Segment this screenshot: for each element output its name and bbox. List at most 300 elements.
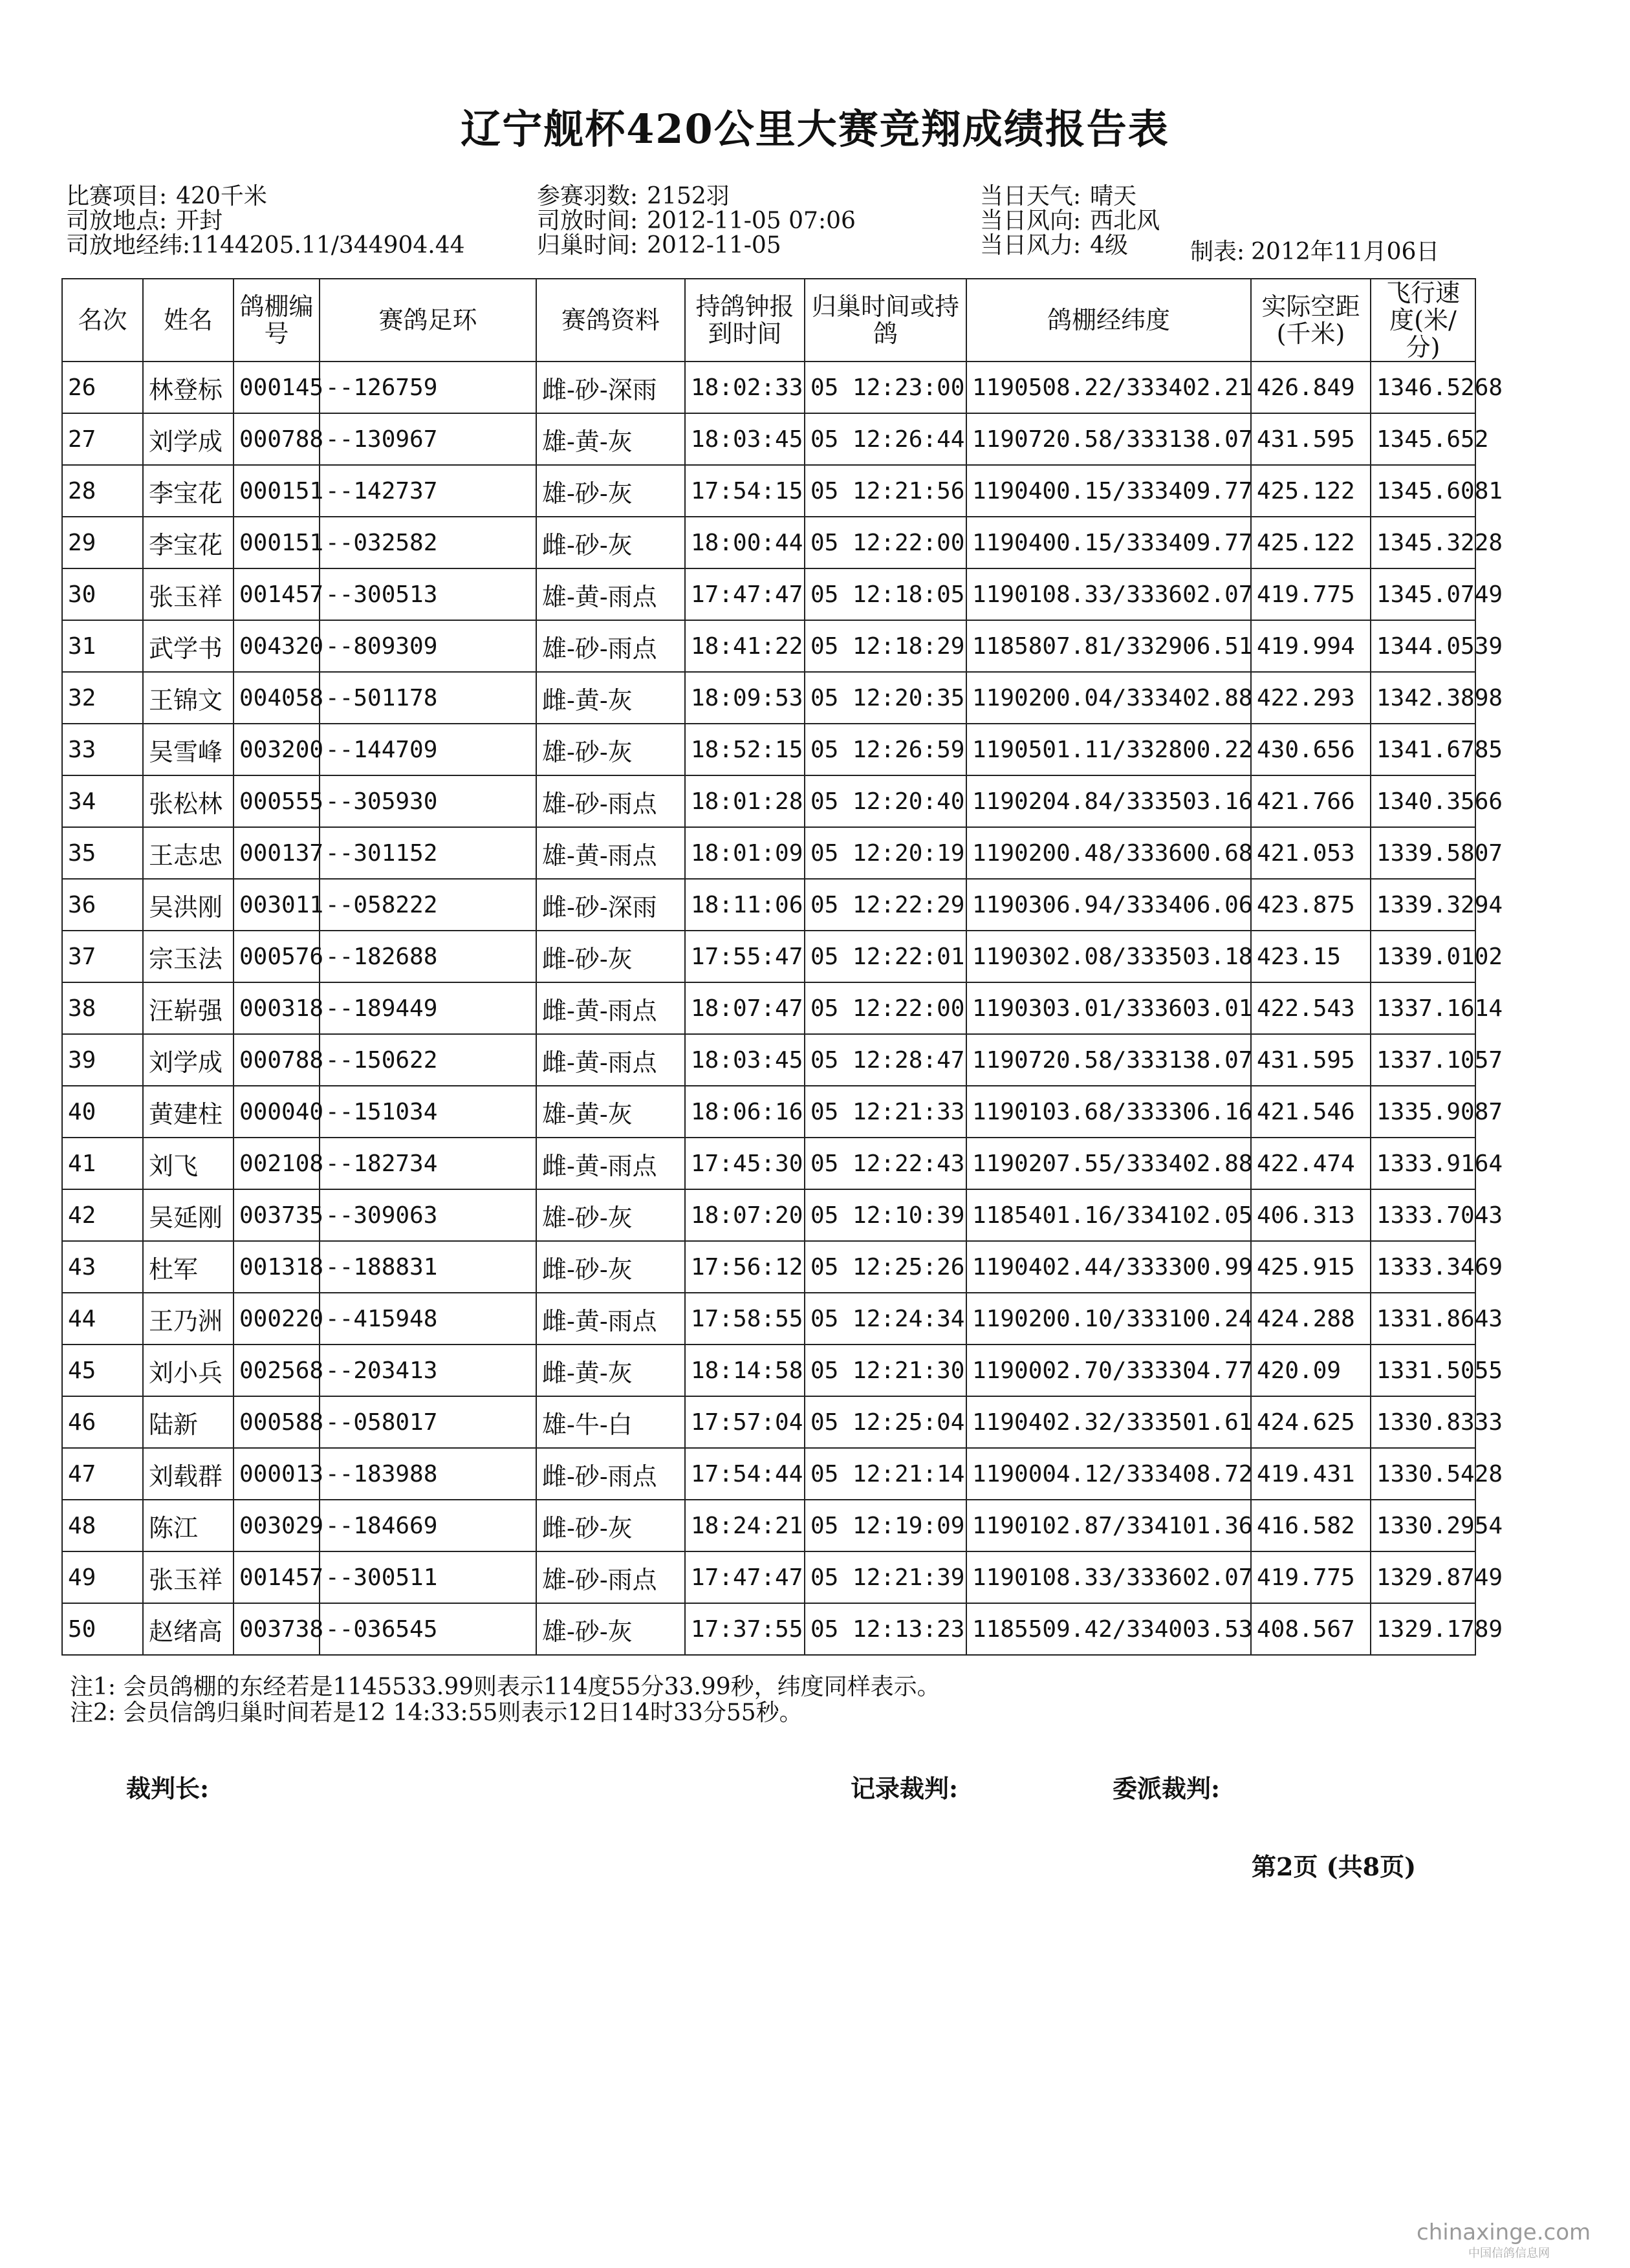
table-cell: 吴洪刚 (143, 879, 234, 931)
return-time-value: 2012-11-05 (647, 232, 781, 259)
table-cell: --032582 (320, 517, 536, 568)
table-cell: 416.582 (1251, 1500, 1371, 1551)
table-cell: 1333.7043 (1371, 1189, 1475, 1241)
table-cell: 1337.1614 (1371, 982, 1475, 1034)
table-cell: 林登标 (143, 362, 234, 413)
table-cell: 1345.0749 (1371, 568, 1475, 620)
table-cell: 32 (62, 672, 143, 724)
table-header-cell: 名次 (62, 279, 143, 362)
table-cell: 05 12:20:19 (805, 827, 966, 879)
results-table (61, 278, 1503, 1656)
table-cell: 05 12:20:40 (805, 775, 966, 827)
table-cell: 1345.652 (1371, 413, 1475, 465)
table-cell: 000137 (234, 827, 320, 879)
table-row (62, 672, 1475, 724)
table-cell: 17:55:47 (685, 931, 805, 982)
table-row (62, 879, 1475, 931)
info-column-middle (537, 184, 856, 258)
table-cell: 003200 (234, 724, 320, 775)
table-row (62, 1448, 1475, 1500)
table-cell: 武学书 (143, 620, 234, 672)
table-cell: 1329.1789 (1371, 1603, 1475, 1655)
table-cell: 18:06:16 (685, 1086, 805, 1138)
table-row (62, 1603, 1475, 1655)
table-cell: 18:11:06 (685, 879, 805, 931)
table-cell: 46 (62, 1396, 143, 1448)
table-cell: 05 12:21:39 (805, 1551, 966, 1603)
table-cell: 05 12:18:05 (805, 568, 966, 620)
table-cell: 1190501.11/332800.22 (966, 724, 1251, 775)
table-cell: 1333.9164 (1371, 1138, 1475, 1189)
table-cell: 31 (62, 620, 143, 672)
table-cell: 430.656 (1251, 724, 1371, 775)
table-cell: 1190720.58/333138.07 (966, 1034, 1251, 1086)
table-cell: 003738 (234, 1603, 320, 1655)
table-cell: 05 12:25:26 (805, 1241, 966, 1293)
info-column-left (66, 184, 465, 258)
table-cell: 18:07:47 (685, 982, 805, 1034)
table-cell: 05 12:23:00 (805, 362, 966, 413)
table-header-cell: 姓名 (143, 279, 234, 362)
table-cell: --144709 (320, 724, 536, 775)
table-cell: 17:54:15 (685, 465, 805, 517)
table-cell: 43 (62, 1241, 143, 1293)
table-cell: 1190207.55/333402.88 (966, 1138, 1251, 1189)
table-cell: 1344.0539 (1371, 620, 1475, 672)
table-row (62, 413, 1475, 465)
table-cell: --142737 (320, 465, 536, 517)
table-cell: 26 (62, 362, 143, 413)
table-cell: 05 12:28:47 (805, 1034, 966, 1086)
table-cell: 431.595 (1251, 413, 1371, 465)
table-header-row (62, 279, 1475, 362)
table-cell: 419.431 (1251, 1448, 1371, 1500)
table-cell: 05 12:26:44 (805, 413, 966, 465)
table-cell: --189449 (320, 982, 536, 1034)
table-cell: 30 (62, 568, 143, 620)
table-cell: 424.625 (1251, 1396, 1371, 1448)
table-cell: 17:54:44 (685, 1448, 805, 1500)
table-cell: 1190002.70/333304.77 (966, 1345, 1251, 1396)
table-cell: 000788 (234, 1034, 320, 1086)
table-header-cell: 归巢时间或持鸽 (805, 279, 966, 362)
table-cell: 1185401.16/334102.05 (966, 1189, 1251, 1241)
race-item-label: 比赛项目: (66, 183, 168, 210)
wind-force-value: 4级 (1090, 232, 1129, 259)
table-cell: --126759 (320, 362, 536, 413)
table-cell: 34 (62, 775, 143, 827)
table-row (62, 1138, 1475, 1189)
table-cell: 001457 (234, 1551, 320, 1603)
table-row (62, 724, 1475, 775)
table-cell: 雄-黄-雨点 (536, 827, 685, 879)
table-cell: 刘小兵 (143, 1345, 234, 1396)
table-cell: 1330.2954 (1371, 1500, 1475, 1551)
table-cell: 18:41:22 (685, 620, 805, 672)
note-2: 注2: 会员信鸽归巢时间若是12 14:33:55则表示12日14时33分55秒。 (70, 1700, 803, 1726)
table-cell: 424.288 (1251, 1293, 1371, 1345)
table-cell: 05 12:22:00 (805, 982, 966, 1034)
table-header-cell: 赛鸽足环 (320, 279, 536, 362)
table-cell: 18:14:58 (685, 1345, 805, 1396)
table-cell: 421.053 (1251, 827, 1371, 879)
table-cell: 000576 (234, 931, 320, 982)
table-cell: 张玉祥 (143, 1551, 234, 1603)
table-cell: 004058 (234, 672, 320, 724)
table-cell: 17:45:30 (685, 1138, 805, 1189)
table-header-cell: 鸽棚编号 (234, 279, 320, 362)
table-cell: 000145 (234, 362, 320, 413)
table-row (62, 1034, 1475, 1086)
table-cell: 雄-砂-雨点 (536, 620, 685, 672)
table-cell: 1190303.01/333603.01 (966, 982, 1251, 1034)
table-cell: 杜军 (143, 1241, 234, 1293)
table-cell: 425.122 (1251, 465, 1371, 517)
table-cell: 雄-砂-灰 (536, 724, 685, 775)
table-cell: 1340.3566 (1371, 775, 1475, 827)
table-cell: 1337.1057 (1371, 1034, 1475, 1086)
table-cell: 001318 (234, 1241, 320, 1293)
table-row (62, 465, 1475, 517)
table-cell: 422.293 (1251, 672, 1371, 724)
table-cell: 1190720.58/333138.07 (966, 413, 1251, 465)
table-cell: 1190200.48/333600.68 (966, 827, 1251, 879)
table-cell: 1190306.94/333406.06 (966, 879, 1251, 931)
table-cell: 421.546 (1251, 1086, 1371, 1138)
table-cell: 1330.5428 (1371, 1448, 1475, 1500)
table-row (62, 827, 1475, 879)
table-cell: --300511 (320, 1551, 536, 1603)
table-cell: 刘飞 (143, 1138, 234, 1189)
table-cell: 18:02:33 (685, 362, 805, 413)
table-cell: 刘学成 (143, 1034, 234, 1086)
chief-judge-signature: 裁判长: (126, 1774, 210, 1803)
table-cell: 1190200.04/333402.88 (966, 672, 1251, 724)
table-cell: 05 12:22:29 (805, 879, 966, 931)
table-cell: 王锦文 (143, 672, 234, 724)
table-header-cell: 持鸽钟报到时间 (685, 279, 805, 362)
table-cell: 003735 (234, 1189, 320, 1241)
table-cell: 1190400.15/333409.77 (966, 517, 1251, 568)
table-cell: 李宝花 (143, 517, 234, 568)
table-cell: 003011 (234, 879, 320, 931)
table-cell: 1185509.42/334003.53 (966, 1603, 1251, 1655)
table-cell: 1345.3228 (1371, 517, 1475, 568)
table-cell: 1339.0102 (1371, 931, 1475, 982)
table-cell: 雄-牛-白 (536, 1396, 685, 1448)
table-cell: 28 (62, 465, 143, 517)
table-cell: 05 12:18:29 (805, 620, 966, 672)
release-coord-label: 司放地经纬: (66, 232, 191, 259)
table-cell: 1190102.87/334101.36 (966, 1500, 1251, 1551)
table-cell: 18:01:09 (685, 827, 805, 879)
table-cell: --151034 (320, 1086, 536, 1138)
table-cell: 1190108.33/333602.07 (966, 1551, 1251, 1603)
table-cell: 1190402.44/333300.99 (966, 1241, 1251, 1293)
table-cell: 37 (62, 931, 143, 982)
table-cell: 1342.3898 (1371, 672, 1475, 724)
table-cell: 1190004.12/333408.72 (966, 1448, 1251, 1500)
table-cell: 47 (62, 1448, 143, 1500)
table-cell: 000788 (234, 413, 320, 465)
table-cell: 000588 (234, 1396, 320, 1448)
table-cell: 004320 (234, 620, 320, 672)
made-label: 制表: (1190, 239, 1245, 265)
table-cell: 000151 (234, 465, 320, 517)
table-cell: --309063 (320, 1189, 536, 1241)
table-cell: 1339.5807 (1371, 827, 1475, 879)
table-cell: 1190508.22/333402.21 (966, 362, 1251, 413)
table-cell: 雄-黄-灰 (536, 413, 685, 465)
table-cell: 1331.5055 (1371, 1345, 1475, 1396)
page-number: 第2页 (共8页) (1252, 1852, 1417, 1881)
table-cell: 1190402.32/333501.61 (966, 1396, 1251, 1448)
table-cell: 002568 (234, 1345, 320, 1396)
table-cell: 419.775 (1251, 568, 1371, 620)
table-cell: 雄-砂-雨点 (536, 1551, 685, 1603)
table-cell: 17:37:55 (685, 1603, 805, 1655)
table-cell: 001457 (234, 568, 320, 620)
table-cell: 雌-砂-深雨 (536, 362, 685, 413)
table-row (62, 1086, 1475, 1138)
table-cell: 05 12:26:59 (805, 724, 966, 775)
table-cell: 张玉祥 (143, 568, 234, 620)
table-cell: 1335.9087 (1371, 1086, 1475, 1138)
table-cell: 王志忠 (143, 827, 234, 879)
table-cell: --182734 (320, 1138, 536, 1189)
table-cell: 1341.6785 (1371, 724, 1475, 775)
table-cell: 408.567 (1251, 1603, 1371, 1655)
table-cell: 05 12:19:09 (805, 1500, 966, 1551)
table-cell: 1190400.15/333409.77 (966, 465, 1251, 517)
table-cell: 49 (62, 1551, 143, 1603)
release-time-value: 2012-11-05 07:06 (647, 208, 856, 234)
table-row (62, 1345, 1475, 1396)
table-cell: 406.313 (1251, 1189, 1371, 1241)
made-value: 2012年11月06日 (1251, 239, 1440, 265)
table-cell: 05 12:22:43 (805, 1138, 966, 1189)
table-cell: 18:00:44 (685, 517, 805, 568)
table-cell: 1339.3294 (1371, 879, 1475, 931)
table-cell: 赵绪高 (143, 1603, 234, 1655)
table-cell: --305930 (320, 775, 536, 827)
table-cell: 000220 (234, 1293, 320, 1345)
table-cell: 05 12:24:34 (805, 1293, 966, 1345)
table-cell: 423.875 (1251, 879, 1371, 931)
table-cell: 1329.8749 (1371, 1551, 1475, 1603)
weather-value: 晴天 (1090, 183, 1137, 210)
table-header-cell: 鸽棚经纬度 (966, 279, 1251, 362)
report-title: 辽宁舰杯420公里大赛竞翔成绩报告表 (461, 105, 1169, 153)
table-cell: 1190103.68/333306.16 (966, 1086, 1251, 1138)
table-cell: 45 (62, 1345, 143, 1396)
table-cell: --182688 (320, 931, 536, 982)
table-body (62, 362, 1503, 1655)
table-cell: 35 (62, 827, 143, 879)
table-cell: 汪崭强 (143, 982, 234, 1034)
table-cell: 刘载群 (143, 1448, 234, 1500)
table-row (62, 982, 1475, 1034)
table-cell: 420.09 (1251, 1345, 1371, 1396)
table-cell: 27 (62, 413, 143, 465)
table-cell: 425.915 (1251, 1241, 1371, 1293)
table-cell: 05 12:25:04 (805, 1396, 966, 1448)
table-cell: 17:57:04 (685, 1396, 805, 1448)
table-cell: 39 (62, 1034, 143, 1086)
table-cell: --130967 (320, 413, 536, 465)
table-row (62, 568, 1475, 620)
table-cell: 05 12:21:56 (805, 465, 966, 517)
table-cell: 421.766 (1251, 775, 1371, 827)
table-cell: 1185807.81/332906.51 (966, 620, 1251, 672)
table-cell: 42 (62, 1189, 143, 1241)
table-cell: 吴延刚 (143, 1189, 234, 1241)
table-cell: 18:52:15 (685, 724, 805, 775)
table-cell: 雄-砂-灰 (536, 465, 685, 517)
table-cell: 419.775 (1251, 1551, 1371, 1603)
made-date (1190, 233, 1439, 266)
table-cell: 423.15 (1251, 931, 1371, 982)
table-cell: 雌-砂-灰 (536, 931, 685, 982)
table-row (62, 1241, 1475, 1293)
table-cell: 422.543 (1251, 982, 1371, 1034)
table-cell: 18:09:53 (685, 672, 805, 724)
table-row (62, 1551, 1475, 1603)
table-cell: 1333.3469 (1371, 1241, 1475, 1293)
info-column-right (980, 184, 1160, 258)
table-cell: 40 (62, 1086, 143, 1138)
table-cell: 05 12:22:01 (805, 931, 966, 982)
table-row (62, 775, 1475, 827)
wind-dir-value: 西北风 (1090, 208, 1160, 234)
note-1: 注1: 会员鸽棚的东经若是1145533.99则表示114度55分33.99秒，纬度同样表示。 (70, 1674, 940, 1700)
table-cell: 18:03:45 (685, 413, 805, 465)
release-place-label: 司放地点: (66, 208, 168, 234)
table-cell: 雄-黄-雨点 (536, 568, 685, 620)
table-cell: 426.849 (1251, 362, 1371, 413)
wind-force-label: 当日风力: (980, 232, 1081, 259)
table-cell: 33 (62, 724, 143, 775)
table-cell: 000151 (234, 517, 320, 568)
table-row (62, 931, 1475, 982)
table-row (62, 362, 1475, 413)
table-cell: 雌-黄-灰 (536, 672, 685, 724)
table-cell: 1190108.33/333602.07 (966, 568, 1251, 620)
table-cell: 18:01:28 (685, 775, 805, 827)
table-cell: 17:58:55 (685, 1293, 805, 1345)
table-cell: 1330.8333 (1371, 1396, 1475, 1448)
table-cell: --301152 (320, 827, 536, 879)
table-cell: 雌-黄-雨点 (536, 1034, 685, 1086)
table-cell: --188831 (320, 1241, 536, 1293)
table-cell: 1346.5268 (1371, 362, 1475, 413)
table-cell: 000040 (234, 1086, 320, 1138)
table-cell: 000013 (234, 1448, 320, 1500)
watermark-sub: 中国信鸽信息网 (1468, 2247, 1550, 2260)
table-cell: 黄建柱 (143, 1086, 234, 1138)
table-cell: 422.474 (1251, 1138, 1371, 1189)
race-item-value: 420千米 (176, 183, 267, 210)
table-cell: --058222 (320, 879, 536, 931)
table-cell: 17:47:47 (685, 568, 805, 620)
table-cell: 50 (62, 1603, 143, 1655)
table-cell: --184669 (320, 1500, 536, 1551)
entries-label: 参赛羽数: (537, 183, 638, 210)
table-cell: --183988 (320, 1448, 536, 1500)
table-cell: 05 12:21:14 (805, 1448, 966, 1500)
table-cell: 44 (62, 1293, 143, 1345)
table-cell: 雌-砂-灰 (536, 1500, 685, 1551)
table-cell: 003029 (234, 1500, 320, 1551)
table-cell: 425.122 (1251, 517, 1371, 568)
table-cell: 48 (62, 1500, 143, 1551)
table-cell: 雄-砂-灰 (536, 1189, 685, 1241)
release-place-value: 开封 (176, 208, 223, 234)
appointed-judge-signature: 委派裁判: (1113, 1774, 1221, 1803)
table-cell: --415948 (320, 1293, 536, 1345)
table-cell: 1331.8643 (1371, 1293, 1475, 1345)
table-cell: 雄-砂-灰 (536, 1603, 685, 1655)
table-cell: 38 (62, 982, 143, 1034)
table-cell: 李宝花 (143, 465, 234, 517)
table-cell: 05 12:22:00 (805, 517, 966, 568)
release-time-label: 司放时间: (537, 208, 638, 234)
table-cell: 05 12:10:39 (805, 1189, 966, 1241)
table-cell: 宗玉法 (143, 931, 234, 982)
table-cell: 王乃洲 (143, 1293, 234, 1345)
table-cell: 000555 (234, 775, 320, 827)
table-row (62, 1396, 1475, 1448)
table-cell: 000318 (234, 982, 320, 1034)
table-cell: 雌-砂-深雨 (536, 879, 685, 931)
table-row (62, 1189, 1475, 1241)
table-cell: 雌-砂-灰 (536, 1241, 685, 1293)
table-cell: 419.994 (1251, 620, 1371, 672)
table-cell: 雌-黄-雨点 (536, 982, 685, 1034)
table-cell: --150622 (320, 1034, 536, 1086)
table-cell: 雌-黄-雨点 (536, 1138, 685, 1189)
table-header-cell: 实际空距(千米) (1251, 279, 1371, 362)
table-row (62, 1500, 1475, 1551)
table-cell: 陆新 (143, 1396, 234, 1448)
table-cell: 17:56:12 (685, 1241, 805, 1293)
table-cell: 431.595 (1251, 1034, 1371, 1086)
table-cell: --501178 (320, 672, 536, 724)
table-cell: 雌-黄-雨点 (536, 1293, 685, 1345)
table-cell: 张松林 (143, 775, 234, 827)
watermark-site: chinaxinge.com (1417, 2219, 1591, 2245)
recorder-judge-signature: 记录裁判: (851, 1774, 959, 1803)
table-cell: 1345.6081 (1371, 465, 1475, 517)
table-cell: --058017 (320, 1396, 536, 1448)
table-row (62, 517, 1475, 568)
table-cell: 雌-黄-灰 (536, 1345, 685, 1396)
table-cell: 刘学成 (143, 413, 234, 465)
table-cell: --203413 (320, 1345, 536, 1396)
weather-label: 当日天气: (980, 183, 1081, 210)
table-cell: 36 (62, 879, 143, 931)
table-row (62, 1293, 1475, 1345)
return-time-label: 归巢时间: (537, 232, 638, 259)
wind-dir-label: 当日风向: (980, 208, 1081, 234)
table-cell: 05 12:21:33 (805, 1086, 966, 1138)
table-cell: 雌-砂-雨点 (536, 1448, 685, 1500)
table-cell: 1190302.08/333503.18 (966, 931, 1251, 982)
table-header-cell: 赛鸽资料 (536, 279, 685, 362)
table-cell: 雄-黄-灰 (536, 1086, 685, 1138)
table-cell: --809309 (320, 620, 536, 672)
table-cell: 18:07:20 (685, 1189, 805, 1241)
